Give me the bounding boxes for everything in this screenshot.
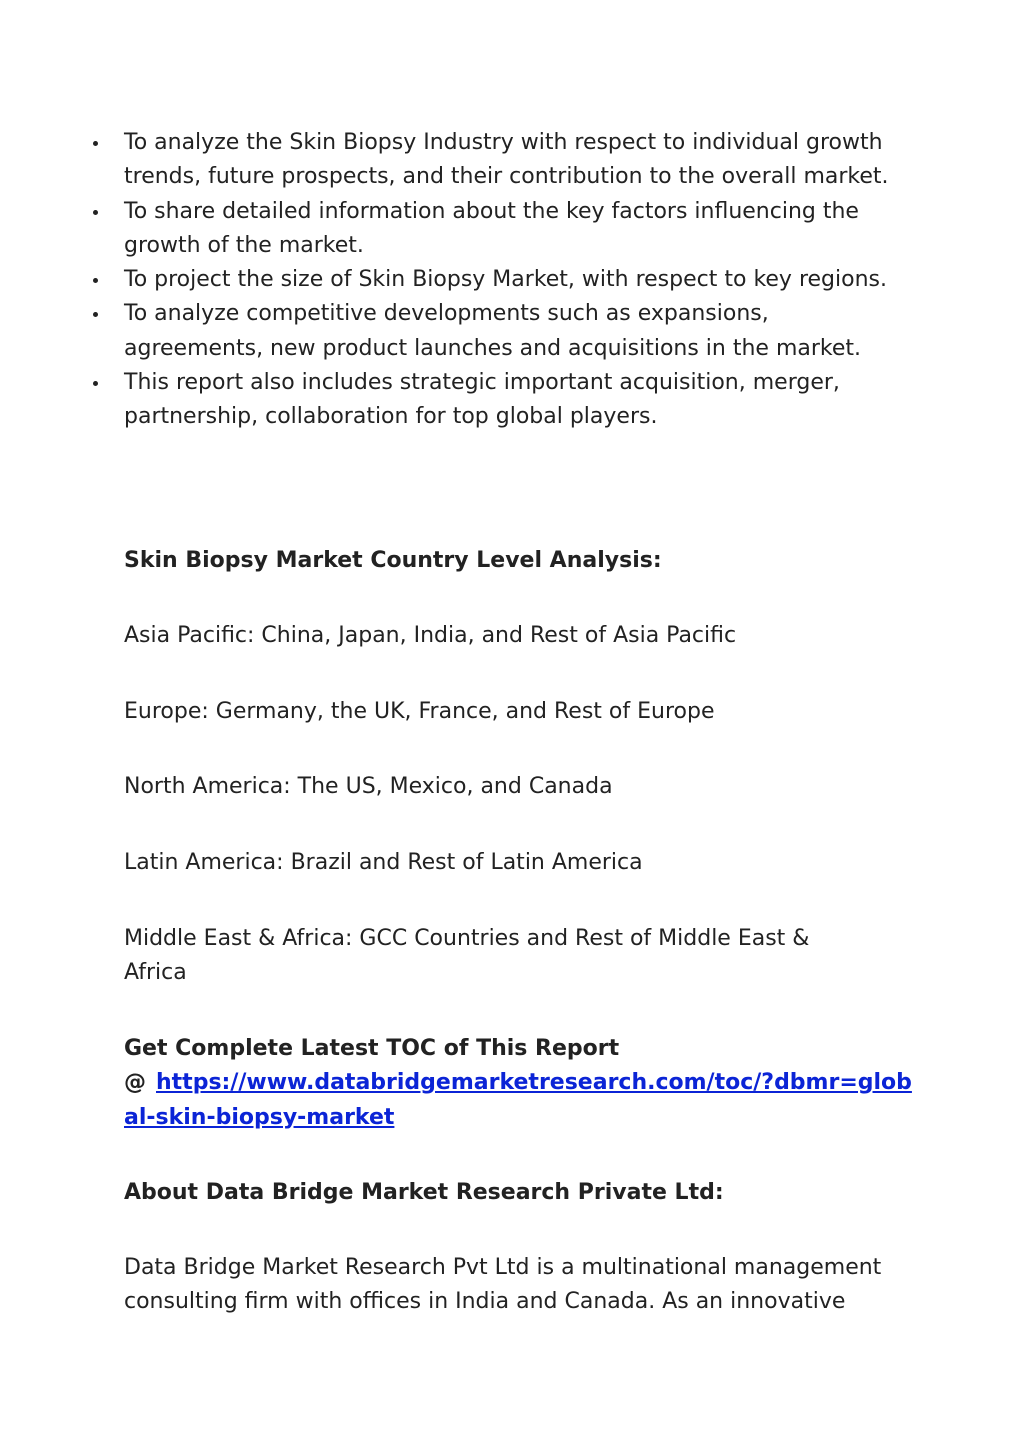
country-analysis-heading: Skin Biopsy Market Country Level Analysis: xyxy=(124,548,662,573)
region-middle-east-africa: Middle East & Africa: GCC Countries and Rest of Middle East & Africa xyxy=(124,926,810,986)
toc-heading: Get Complete Latest TOC of This Report xyxy=(124,1036,620,1061)
region-north-america: North America: The US, Mexico, and Canada xyxy=(124,774,613,799)
list-item: To analyze the Skin Biopsy Industry with respect to individual growth trends, future prospects, and their contribution to the overall market. xyxy=(124,126,914,195)
list-item: To project the size of Skin Biopsy Market, with respect to key regions. xyxy=(124,263,914,297)
toc-link[interactable]: https://www.databridgemarketresearch.com/toc/?dbmr=global-skin-biopsy-market xyxy=(124,1070,912,1130)
region-latin-america: Latin America: Brazil and Rest of Latin America xyxy=(124,850,643,875)
toc-section xyxy=(124,1032,914,1135)
region-europe: Europe: Germany, the UK, France, and Rest of Europe xyxy=(124,699,715,724)
toc-link-line xyxy=(124,1066,914,1135)
region-asia-pacific: Asia Pacific: China, Japan, India, and Rest of Asia Pacific xyxy=(124,623,737,648)
list-item: This report also includes strategic important acquisition, merger, partnership, collaboration for top global players. xyxy=(124,366,914,435)
at-symbol: @ xyxy=(124,1070,146,1096)
list-item: To analyze competitive developments such as expansions, agreements, new product launches and acquisitions in the market. xyxy=(124,297,914,366)
objectives-list xyxy=(124,126,914,435)
list-item: To share detailed information about the key factors influencing the growth of the market. xyxy=(124,195,914,264)
about-text: Data Bridge Market Research Pvt Ltd is a multinational management consulting firm with offices in India and Canada. As an innovative xyxy=(124,1255,882,1315)
about-heading: About Data Bridge Market Research Private Ltd: xyxy=(124,1180,724,1205)
